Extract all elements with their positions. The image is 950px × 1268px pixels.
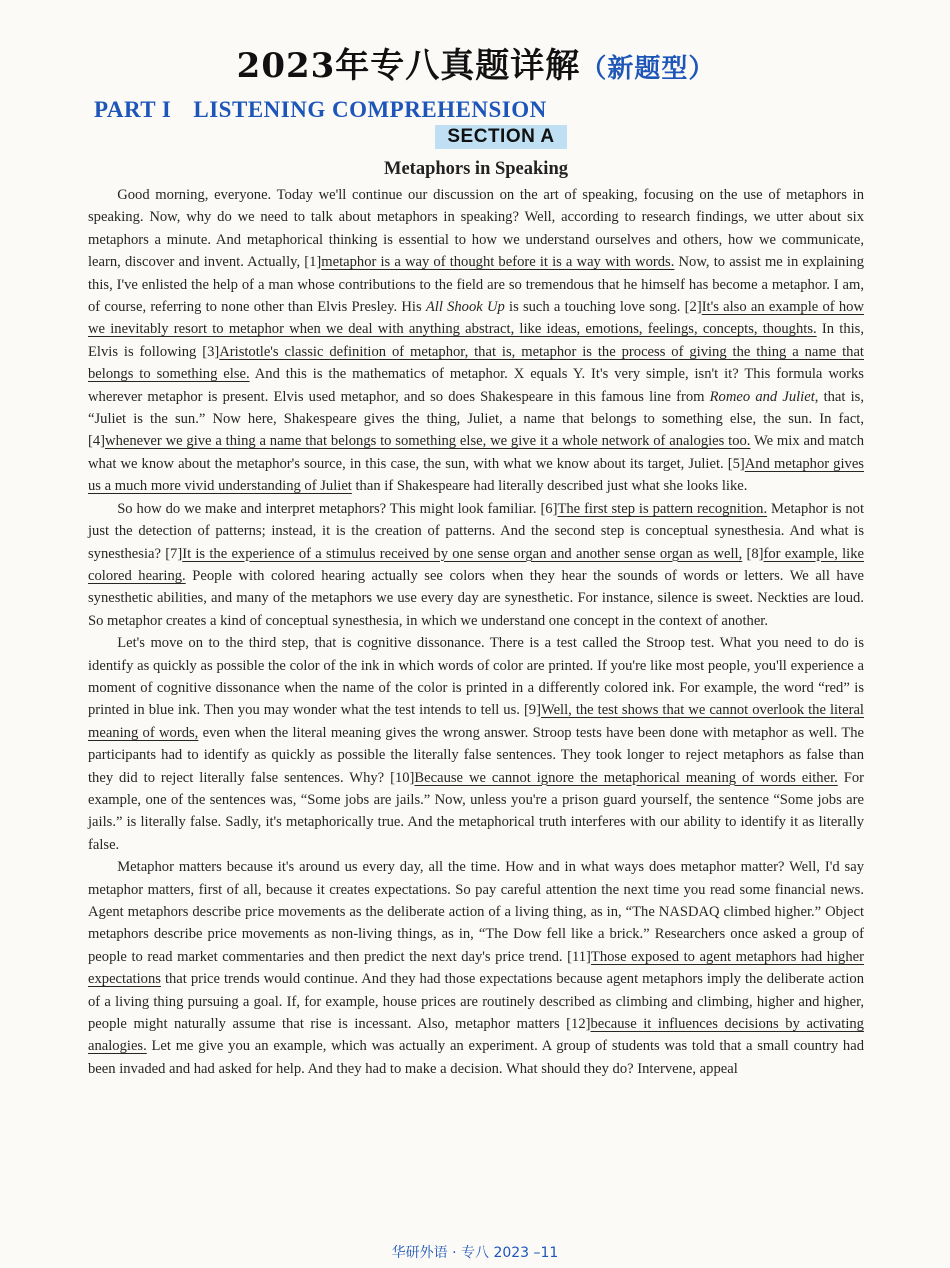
answer-underline: It's also an example of how we inevitably resort to metaphor when we deal with anything abstract, like ideas, emotions, feelings, concepts, thoughts.: [88, 299, 864, 338]
text-run: that price trends would continue. And they had those expectations because agent metaphors imply the deliberate action of a living thing pursuing a goal. If, for example, house prices are routinely described as climbing and climbing, higher and higher, people might naturally assume that rise is incessant. Also, metaphor matters [12]: [88, 971, 864, 1033]
paragraph: [88, 498, 864, 632]
part-label: PART I: [94, 97, 172, 122]
text-run: People with colored hearing actually see colors when they hear the sounds of words or letters. We all have synesthetic abilities, and many of the metaphors we use every day are synesthetic. For instance, silence is sweet. Neckties are loud. So metaphor creates a kind of conceptual synesthesia, in which we understand one concept in the context of another.: [88, 567, 864, 629]
italic-title: Romeo and Juliet: [709, 388, 815, 405]
answer-underline: Well, the test shows that we cannot overlook the literal meaning of words,: [88, 702, 864, 741]
answer-underline: Aristotle's classic definition of metaphor, that is, metaphor is the process of giving the thing a name that belongs to something else.: [88, 343, 864, 383]
page-footer: 华研外语 · 专八 2023 –11: [391, 1245, 559, 1261]
text-run: Metaphor is not just the detection of patterns; instead, it is the creation of patterns. And the second step is conceptual synesthesia. And what is synesthesia? [7]: [88, 500, 864, 562]
answer-underline: because it influences decisions by activating analogies.: [88, 1016, 864, 1055]
text-run: Let's move on to the third step, that is cognitive dissonance. There is a test called the Stroop test. What you need to do is identify as quickly as possible the color of the ink in which words of color are printed. If you're like most people, you'll experience a moment of cognitive dissonance when the name of the color is printed in a differently colored ink. For example, the word “red” is printed in blue ink. Then you may wonder what the test intends to tell us. [9]: [88, 635, 864, 719]
text-run: So how do we make and interpret metaphors? This might look familiar. [6]: [117, 500, 558, 517]
part-heading: [94, 97, 864, 123]
text-run: is such a touching love song. [2]: [504, 299, 702, 316]
text-run: In this, Elvis is following [3]: [88, 321, 864, 360]
title-main: 2023年专八真题详解: [236, 46, 581, 86]
text-run: We mix and match what we know about the metaphor's source, in this case, the sun, with what we know about its target, Juliet. [5]: [88, 433, 864, 472]
text-run: Now, to assist me in explaining this, I've enlisted the help of a man whose contributions to the field are so tremendous that he himself has become a metaphor. I am, of course, referring to none other than Elvis Presley. His: [88, 254, 864, 316]
answer-underline: whenever we give a thing a name that belongs to something else, we give it a whole network of analogies too.: [105, 433, 751, 450]
answer-underline: The first step is pattern recognition.: [557, 500, 768, 517]
text-run: even when the literal meaning gives the wrong answer. Stroop tests have been done with metaphor as well. The participants had to identify as quickly as possible the literally false sentences. They took longer to reject metaphors as false than they did to reject literally false sentences. Why? [10]: [88, 724, 865, 786]
passage-heading: Metaphors in Speaking: [383, 159, 568, 179]
text-run: Good morning, everyone. Today we'll continue our discussion on the art of speaking, focusing on the use of metaphors in speaking. Now, why do we need to talk about metaphors in speaking? Well, according to research findings, we utter about six metaphors a minute. And metaphorical thinking is essential to how we understand ourselves and others, how we communicate, learn, discover and invent. Actually, [1]: [88, 187, 864, 271]
answer-underline: And metaphor gives us a much more vivid understanding of Juliet: [88, 455, 864, 495]
text-run: , that is, “Juliet is the sun.” Now here, Shakespeare gives the thing, Juliet, a name that belongs to something else, the sun. In fact, [4]: [88, 388, 864, 450]
answer-underline: metaphor is a way of thought before it is a way with words.: [321, 254, 675, 271]
italic-title: All Shook Up: [425, 299, 505, 316]
answer-underline: for example, like colored hearing.: [88, 545, 864, 584]
text-run: Let me give you an example, which was actually an experiment. A group of students was told that a small country had been invaded and had asked for help. And they had to make a decision. What should they do? Intervene, appeal: [88, 1038, 864, 1077]
passage-body: [88, 184, 864, 1080]
text-run: For example, one of the sentences was, “Some jobs are jails.” Now, unless you're a prison guard yourself, the sentence “Some jobs are jails.” is literally false. Sadly, it's metaphorically true. And the metaphorical truth interferes with our ability to identify it as literally false.: [88, 769, 865, 853]
section-label: SECTION A: [435, 125, 566, 149]
title-sub: （新题型）: [580, 54, 716, 84]
text-run: than if Shakespeare had literally described just what she looks like.: [351, 478, 748, 495]
answer-underline: Those exposed to agent metaphors had higher expectations: [88, 948, 864, 988]
paragraph: [88, 856, 864, 1080]
answer-underline: It is the experience of a stimulus received by one sense organ and another sense organ as well,: [182, 545, 743, 562]
page-title: [88, 38, 864, 87]
text-run: And this is the mathematics of metaphor. X equals Y. It's very simple, isn't it? This formula works wherever metaphor is present. Elvis used metaphor, and so does Shakespeare in this famous line from: [88, 366, 864, 405]
paragraph: [88, 184, 864, 498]
answer-underline: Because we cannot ignore the metaphorical meaning of words either.: [414, 769, 838, 786]
text-run: Metaphor matters because it's around us every day, all the time. How and in what ways does metaphor matter? Well, I'd say metaphor matters, first of all, because it creates expectations. So pay careful attention the next time you read some financial news. Agent metaphors describe price movements as the deliberate action of a living thing, as in, “The NASDAQ climbed higher.” Object metaphors describe price movements as non-living things, as in, “The Dow fell like a brick.” Researchers once asked a group of people to read market commentaries and then predict the next day's price trend. [11]: [88, 859, 864, 965]
page: [0, 38, 950, 1268]
part-name: LISTENING COMPREHENSION: [193, 97, 547, 122]
text-run: [8]: [742, 545, 764, 562]
paragraph: [88, 632, 864, 856]
